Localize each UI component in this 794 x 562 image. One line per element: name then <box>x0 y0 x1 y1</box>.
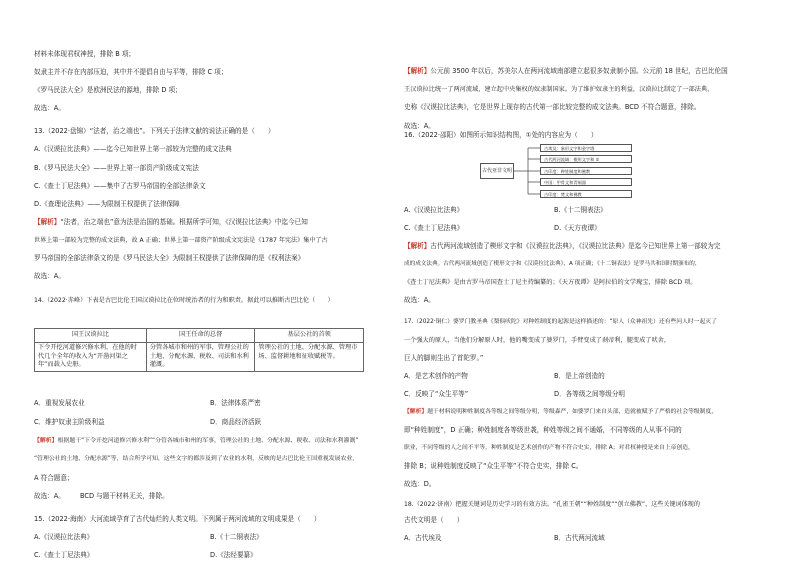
analysis-tag: 【解析】 <box>34 218 61 226</box>
answer-line: 故选：A。 <box>34 492 65 500</box>
answer-line: 故选：A。 <box>404 296 435 304</box>
option-18-b[interactable]: B．古代两河流域 <box>554 534 605 542</box>
option-16-a[interactable]: A.《汉谟拉比法典》 <box>404 206 464 214</box>
option-17-a[interactable]: A．是艺术创作的产物 <box>404 372 468 380</box>
analysis-14-line <box>34 437 358 446</box>
question-13: 13.（2022·盘锦）“法者，治之端也”。下列关于法律文献的说法正确的是（ ） <box>34 127 275 135</box>
question-18: 18.（2022·济南）把握关键词是历史学习的有效方法。“孔雀王朝”“种姓制度”“创立佛教”，这些关键词体现的 <box>404 501 700 508</box>
analysis-17-line: 即“种姓制度”，D 正确；种姓制度各等级世袭，种姓等级之间不通婚，不同等级的人从事不同的 <box>404 426 682 434</box>
diagram-leaf: 古印度：种姓制度和佛教 <box>540 167 632 175</box>
analysis-14-line: A 符合题意； <box>34 474 74 482</box>
text-line: 奴隶主并不存在内部压迫，其中并不提倡自由与平等，排除 C 项； <box>34 68 228 76</box>
knowledge-structure-diagram <box>480 144 640 198</box>
option-17-d[interactable]: D．各等级之间等级分明 <box>554 390 626 398</box>
option-14-b[interactable]: B．法律体系严密 <box>210 399 261 407</box>
question-15: 15.（2022·海南）大河流域孕育了古代灿烂的人类文明。下列属于两河流域的文明成果是（ ） <box>34 515 321 523</box>
option-17-b[interactable]: B．是上帝创造的 <box>554 372 605 380</box>
text-line: 《罗马民法大全》是欧洲民法的源地，排除 D 项； <box>34 86 182 94</box>
question-14: 14.（2022·赤峰）下表是古巴比伦王国汉谟拉比在位时统治者的行为和职责。据此可以推断古巴比伦（ ） <box>34 297 334 304</box>
analysis-13-line <box>34 218 308 227</box>
diagram-root: 古代亚非文明 <box>480 163 514 179</box>
question-17: 17.（2022·铜仁）婆罗门教圣典《梨俱吠陀》对种姓制度的起源是这样描述的：“原人（众神祖先）还有些问人时一起灭了 <box>404 319 717 325</box>
question-17: 巨人的脚则生出了首陀罗。” <box>404 354 484 362</box>
table-cell: 分管各城市和州的军事，管理公社的土地、分配水源、税收、司法和水利灌溉。 <box>146 343 255 372</box>
option-17-c[interactable]: C．反映了“众生平等” <box>404 390 469 398</box>
answer-line: 故选：D。 <box>404 480 436 488</box>
analysis-tag: 【解析】 <box>34 438 58 444</box>
analysis-13-line: 罗马帝国的全部法律条文的是《罗马民法大全》为限制王权提供了法律保障的是《权利法案》 <box>34 254 305 262</box>
analysis-17-line: 排除 B；说种姓制度反映了“众生平等”不符合史实，排除 C。 <box>404 462 583 470</box>
diagram-leaf: 中国：甲骨文和青铜器 <box>540 178 632 186</box>
diagram-leaf: 古印度：梵文和佛教 <box>540 190 632 198</box>
analysis-15-line <box>404 67 728 76</box>
table-cell: 管理公社的土地、分配水源、管理市场、监督耕地和征收赋税等。 <box>255 343 364 372</box>
analysis-15-line: 史称《汉谟拉比法典》，它是世界上现存的古代第一部比较完整的成文法典。BCD 不符合题意，排除。 <box>404 103 701 111</box>
option-16-b[interactable]: B.《十二铜表法》 <box>554 206 607 214</box>
answer-line: 故选：A。 <box>34 272 65 280</box>
option-13-b[interactable]: B.《罗马民法大全》——世界上第一部资产阶级成文宪法 <box>34 164 199 172</box>
option-15-c[interactable]: C.《查士丁尼法典》 <box>34 551 94 559</box>
option-13-d[interactable]: D.《查理论法典》——为限制王权提供了法律保障 <box>34 200 180 208</box>
analysis-16-line <box>404 242 721 251</box>
analysis-13-line: 世界上第一部较为完整的成文法典，故 A 正确；世界上第一部资产阶级成文宪法是《1787 年宪法》集中了古 <box>34 237 328 244</box>
question-16: 16.（2022·邵阳）如图所示知识结构图，①处的内容应为（ ） <box>404 131 598 139</box>
analysis-14-line: “管理公社的土地、分配水源”等，结合所学可知，这些文字的都涉及到了农业的水利，反映的是古巴比伦王国重视发展农业， <box>34 456 359 462</box>
question-17: 一个强大的原人，当他们分解原人时，他的嘴变成了婆罗门，手臂变成了刹帝利，腿变成了吠舍， <box>404 337 671 344</box>
option-15-b[interactable]: B.《十二铜表法》 <box>210 533 263 541</box>
analysis-16-line: 成的成文法典。古代两河流域创造了楔形文字和《汉谟拉比法典》，A 项正确；《十二铜表法》是罗马共和国时期颁布的， <box>404 261 701 267</box>
analysis-17-line: 职业，不同等级的人之间不平等，种姓制度是艺术创作的产物不符合史实，排除 A；对君权神授是来自上帝创造， <box>404 445 694 451</box>
option-14-c[interactable]: C．维护奴隶主阶级利益 <box>34 418 105 426</box>
table-header: 国王汉谟拉比 <box>35 329 147 343</box>
table-header: 国王任命的总督 <box>146 329 255 343</box>
analysis-text: 题干材料说明种姓制度各等级之间等级分明，等级森严，如婆罗门来自头部，造就被赋予了严格的社会等级制度， <box>427 409 718 415</box>
analysis-15-line: 王汉谟拉比统一了两河流域，建立起中央集权的奴隶制国家。为了维护奴隶主的利益，汉谟拉比制定了一部法典， <box>404 86 714 93</box>
table-cell: 下令开挖河道修兴修水利，在他的时代几个全年的收入为“开凿河渠之年”而载入史册。 <box>35 343 147 372</box>
option-18-a[interactable]: A．古代埃及 <box>404 534 442 542</box>
option-15-d[interactable]: D.《法经要纂》 <box>210 551 257 559</box>
option-16-d[interactable]: D.《天方夜谭》 <box>554 224 601 232</box>
answer-line: 故选：A。 <box>404 122 435 130</box>
answer-line: 故选：A。 <box>34 104 65 112</box>
diagram-leaf: 古埃及：象形文字和金字塔 <box>540 144 632 152</box>
analysis-text: 公元前 3500 年以后，苏美尔人在两河流域南部建立起很多奴隶制小国。公元前 18 世纪，古巴比伦国 <box>430 67 728 75</box>
option-14-a[interactable]: A．重视发展农业 <box>34 399 85 407</box>
analysis-tag: 【解析】 <box>404 67 431 75</box>
analysis-text: 根据题干“下令开挖河道修兴修水利”“分管各城市和州的军事，管理公社的土地、分配水源、税收、司法和水利灌溉” <box>57 438 359 444</box>
option-14-d[interactable]: D．商品经济活跃 <box>210 418 262 426</box>
analysis-text: “法者，治之端也”意为法是治国的基础。根据所学可知，《汉谟拉比法典》中迄今已知 <box>60 218 308 226</box>
analysis-tag: 【解析】 <box>404 242 431 250</box>
analysis-tag: 【解析】 <box>404 409 428 415</box>
analysis-text: 古代两河流域创造了楔形文字和《汉谟拉比法典》，《汉谟拉比法典》是迄今已知世界上第一部较为完 <box>430 242 721 250</box>
question-18: 古代文明是（ ） <box>404 516 464 524</box>
analysis-16-line: 《查士丁尼法典》是由古罗马帝国查士丁尼主持编纂的；《天方夜谭》是阿拉伯的文学瑰宝，排除 BCD 项。 <box>404 279 697 286</box>
analysis-17-line <box>404 408 717 417</box>
option-13-c[interactable]: C.《查士丁尼法典》——集中了古罗马帝国的全部法律条文 <box>34 182 206 190</box>
text-line: 材料未体现君权神授，排除 B 项； <box>34 50 136 58</box>
analysis-14-line: BCD 与题干材料无关，排除。 <box>80 492 169 500</box>
option-15-a[interactable]: A.《汉谟拉比法典》 <box>34 533 94 541</box>
option-13-a[interactable]: A.《汉谟拉比法典》——迄今已知世界上第一部较为完整的成文法典 <box>34 145 232 153</box>
option-16-c[interactable]: C.《查士丁尼法典》 <box>404 224 464 232</box>
question-14-table <box>34 328 364 372</box>
diagram-leaf: 古代两河流域：楔形文字和 ① <box>540 155 632 163</box>
table-header: 基层公社的首领 <box>255 329 364 343</box>
